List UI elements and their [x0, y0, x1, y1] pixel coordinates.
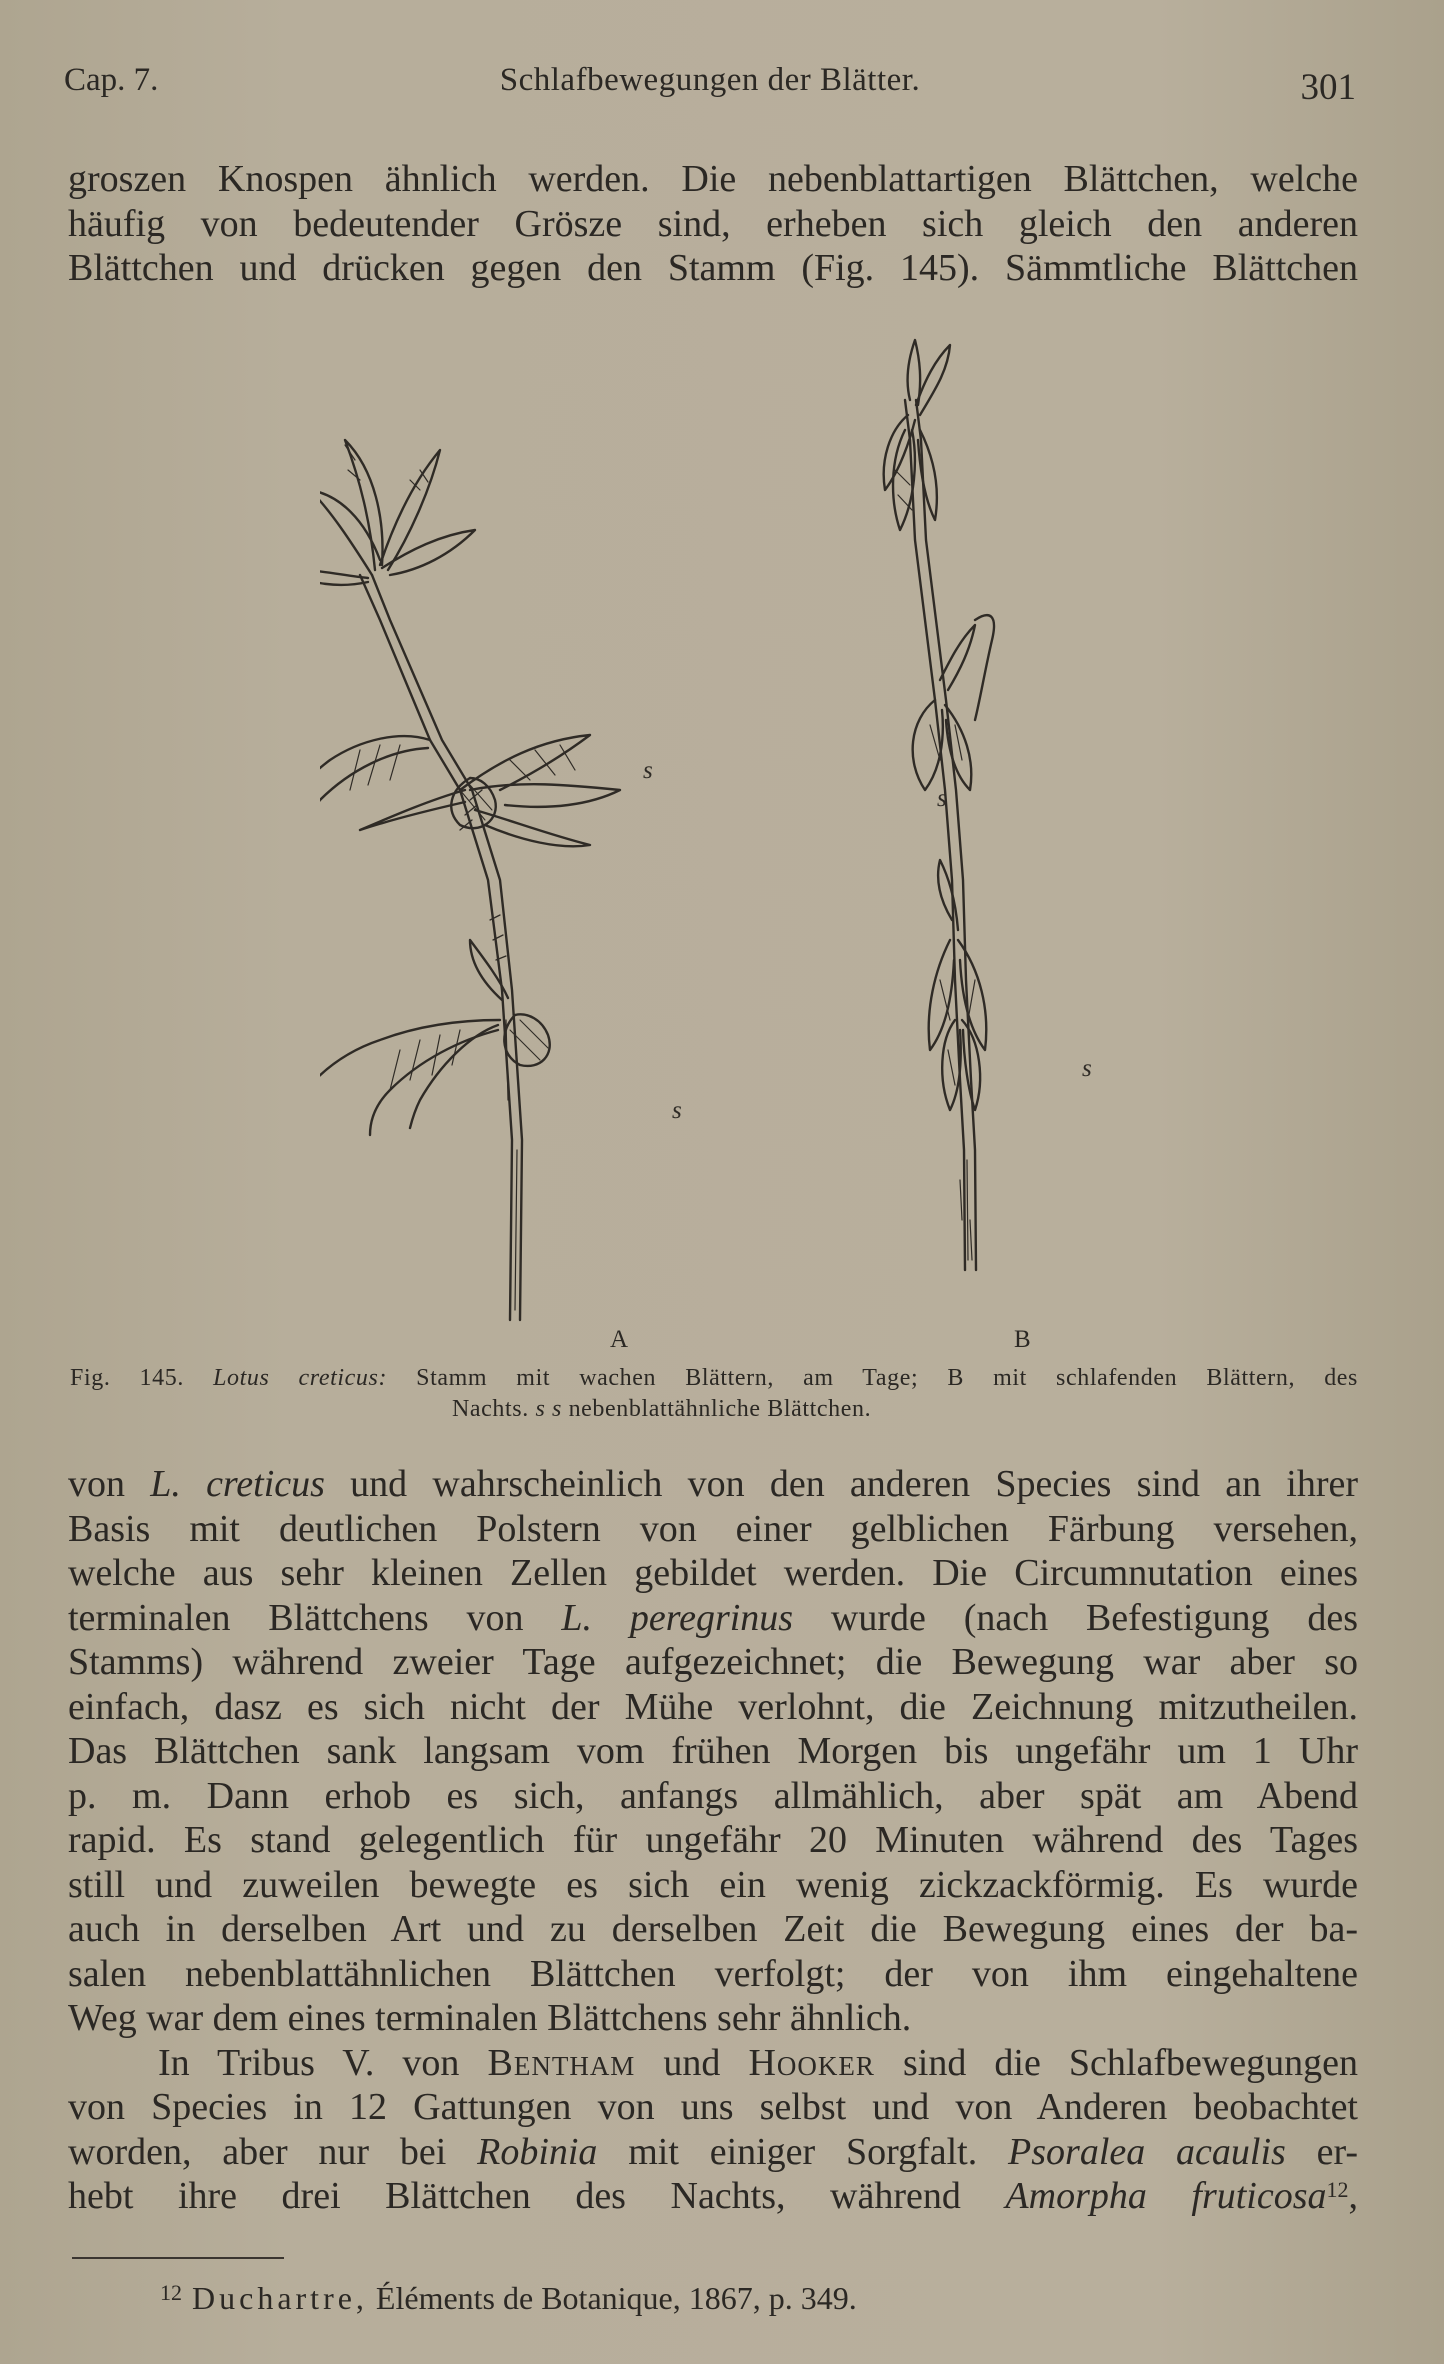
text-line: hebt ihre drei Blättchen des Nachts, während Amorpha fruticosa$^{12}$,: [68, 2175, 1359, 2217]
caption-species: Lotus creticus:: [213, 1365, 388, 1391]
caption-line-1: [70, 1363, 1358, 1394]
caption-line1-text: Stamm mit wachen Blättern, am Tage; B mit schlafenden Blättern, des: [416, 1365, 1358, 1391]
footnote-rule: [72, 2257, 284, 2259]
figure-lotus-creticus: [320, 320, 1120, 1353]
chapter-label: Cap. 7.: [64, 62, 159, 98]
text-line: Weg war dem eines terminalen Blättchens sehr ähnlich.: [68, 1997, 912, 2039]
figure-letter-b: B: [1014, 1326, 1031, 1353]
paragraph-main: [68, 1462, 1358, 2219]
text-line: Das Blättchen sank langsam vom frühen Morgen bis ungefähr um 1 Uhr: [68, 1730, 1358, 1772]
text-line: rapid. Es stand gelegentlich für ungefähr 20 Minuten während des Tages: [68, 1819, 1358, 1861]
caption-line2-b: nebenblattähnliche Blättchen.: [568, 1396, 872, 1422]
caption-line-2: [70, 1394, 1358, 1425]
footnote: [160, 2280, 857, 2317]
caption-line2-a: Nachts.: [452, 1396, 529, 1422]
text-line: terminalen Blättchens von L. peregrinus wurde (nach Befestigung des: [68, 1596, 1359, 1639]
plant-illustration: [320, 320, 1120, 1330]
text-line: worden, aber nur bei Robinia mit einiger Sorgfalt. Psoralea acaulis er-: [68, 2130, 1359, 2173]
text-line: häufig von bedeutender Grösze sind, erheben sich gleich den anderen: [68, 202, 1358, 245]
text-line: salen nebenblattähnlichen Blättchen verfolgt; der von ihm eingehaltene: [68, 1952, 1358, 1995]
footnote-number: 12: [160, 2280, 182, 2305]
text-line: von L. creticus und wahrscheinlich von den anderen Species sind an ihrer: [68, 1463, 1359, 1505]
stipule-label-a2: s: [672, 1097, 682, 1124]
text-line: groszen Knospen ähnlich werden. Die nebenblattartigen Blättchen, welche: [68, 158, 1358, 200]
running-head: [64, 62, 1356, 112]
plant-a-drawing: [320, 440, 620, 1320]
page-number: 301: [1300, 67, 1356, 108]
text-line: Basis mit deutlichen Polstern von einer gelblichen Färbung versehen,: [68, 1507, 1358, 1550]
figure-letter-a: A: [610, 1326, 629, 1353]
text-line: Blättchen und drücken gegen den Stamm (Fig. 145). Sämmtliche Blättchen: [68, 247, 1358, 289]
caption-ss: s s: [535, 1396, 562, 1422]
text-line: still und zuweilen bewegte es sich ein wenig zickzackförmig. Es wurde: [68, 1863, 1358, 1906]
text-line: welche aus sehr kleinen Zellen gebildet werden. Die Circumnutation eines: [68, 1552, 1358, 1594]
text-line: Stamms) während zweier Tage aufgezeichnet; die Bewegung war aber so: [68, 1641, 1358, 1683]
page-title: Schlafbewegungen der Blätter.: [499, 62, 921, 98]
text-line: einfach, dasz es sich nicht der Mühe verlohnt, die Zeichnung mitzutheilen.: [68, 1685, 1358, 1728]
text-line: In Tribus V. von Bentham und Hooker sind die Schlafbewegungen: [158, 2041, 1359, 2084]
stipule-label-b2: s: [1082, 1055, 1092, 1082]
text-line: auch in derselben Art und zu derselben Zeit die Bewegung eines der ba-: [68, 1908, 1358, 1950]
stipule-label-a1: s: [643, 757, 653, 784]
footnote-text: Éléments de Botanique, 1867, p. 349.: [375, 2280, 857, 2316]
stipule-label-b1: s: [937, 785, 947, 812]
caption-fig-number: Fig. 145.: [70, 1365, 184, 1391]
footnote-author: Duchartre,: [192, 2280, 368, 2316]
text-line: von Species in 12 Gattungen von uns selbst und von Anderen beobachtet: [68, 2086, 1358, 2128]
figure-caption: [70, 1363, 1358, 1425]
paragraph-top: [68, 157, 1358, 291]
text-line: p. m. Dann erhob es sich, anfangs allmählich, aber spät am Abend: [68, 1774, 1358, 1817]
